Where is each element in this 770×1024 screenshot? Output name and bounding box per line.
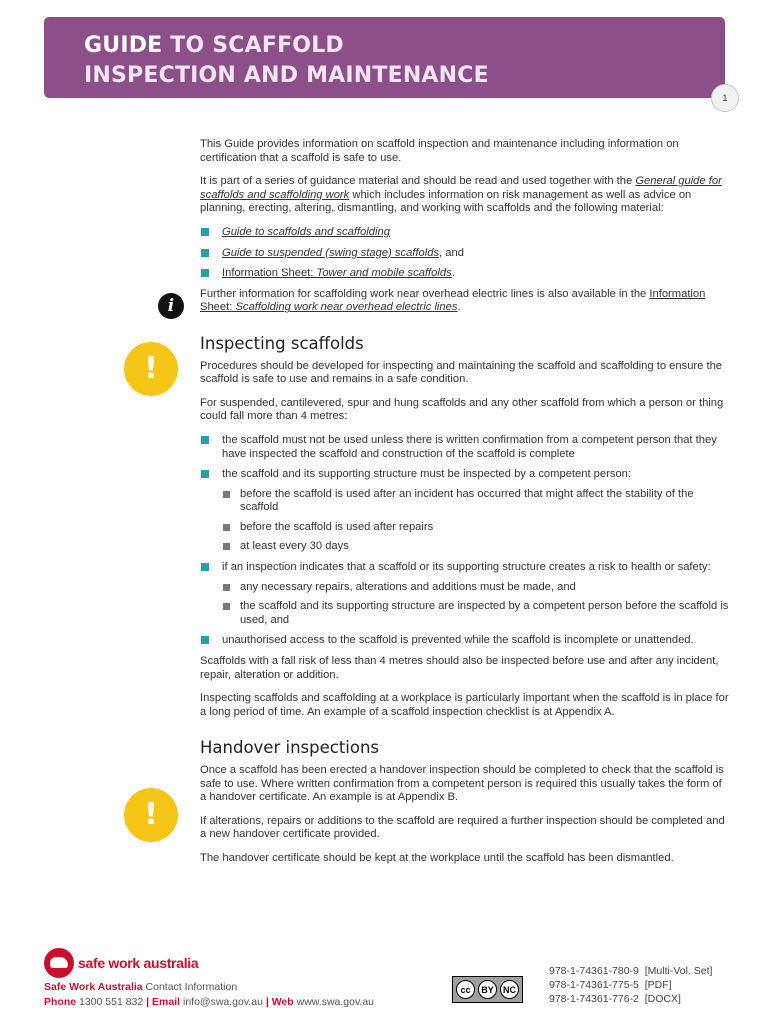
list-item	[200, 226, 730, 240]
nc-icon: NC	[500, 980, 519, 999]
handover-paragraph: The handover certificate should be kept at the workplace until the scaffold has been dismantled.	[200, 851, 674, 864]
general-guide-link[interactable]: General guide for scaffolds and scaffolding work	[200, 175, 722, 201]
web-link[interactable]: www.swa.gov.au	[293, 996, 375, 1008]
handover-paragraph: Once a scaffold has been erected a handover inspection should be completed to check that the scaffold is safe to use. Where written confirmation from a competent person is required this usually takes the form of a handover certificate. An example is at Appendix B.	[200, 764, 724, 804]
creative-commons-badge	[452, 976, 523, 1003]
related-material-list	[200, 226, 730, 281]
handover-paragraph: If alterations, repairs or additions to the scaffold are required a further inspection should be completed and a new handover certificate provided.	[200, 814, 725, 841]
handover-heading: Handover inspections	[200, 738, 380, 758]
guide-scaffolds-link[interactable]: Guide to scaffolds and scaffolding	[222, 225, 390, 238]
further-info-paragraph: Further information for scaffolding work near overhead electric lines is also available in the Information Sheet: Scaffolding work near overhead electric lines.	[200, 287, 706, 314]
intro-paragraph: This Guide provides information on scaffold inspection and maintenance including information on certification that a scaffold is safe to use.	[200, 138, 679, 164]
sub-list-item: before the scaffold is used after repairs	[222, 521, 730, 535]
info-icon: i	[158, 293, 184, 319]
sub-list-item: the scaffold and its supporting structure are inspected by a competent person before the scaffold is used, and	[222, 600, 730, 627]
inspecting-paragraph: Procedures should be developed for inspecting and maintaining the scaffold and scaffolding to ensure the scaffold is safe to use and remains in a safe condition.	[200, 359, 723, 386]
safe-work-australia-logo	[44, 948, 198, 978]
isbn-list: 978-1-74361-780-9 [Multi-Vol. Set] 978-1-74361-775-5 [PDF] 978-1-74361-776-2 [DOCX]	[549, 965, 713, 1005]
list-item: the scaffold and its supporting structure must be inspected by a competent person: before the scaffold is used after an incident has occurred that might affect the stability of the scaffold before the scaffold is used after repairs at least every 30 days	[200, 468, 730, 554]
info-sheet-tower-link[interactable]: Information Sheet: Tower and mobile scaffolds	[222, 267, 452, 280]
main-content	[200, 138, 730, 876]
sub-list-item: before the scaffold is used after an incident has occurred that might affect the stability of the scaffold	[222, 488, 730, 515]
inspection-requirements-list	[200, 434, 730, 648]
inspecting-paragraph: For suspended, cantilevered, spur and hung scaffolds and any other scaffold from which a person or thing could fall more than 4 metres:	[200, 396, 724, 423]
sub-list	[222, 581, 730, 628]
sub-list-item: any necessary repairs, alterations and additions must be made, and	[222, 581, 730, 595]
by-icon: BY	[478, 980, 497, 999]
inspecting-paragraph: Scaffolds with a fall risk of less than 4 metres should also be inspected before use and after any incident, repair, alteration or addition.	[200, 655, 719, 681]
inspecting-heading: Inspecting scaffolds	[200, 333, 364, 353]
email-link[interactable]: info@swa.gov.au	[180, 996, 266, 1008]
page-number: 1	[711, 84, 739, 112]
kangaroo-logo-icon	[44, 948, 74, 978]
title-line-1: GUIDE TO SCAFFOLD	[84, 33, 344, 58]
sub-list	[222, 488, 730, 554]
list-item: Guide to suspended (swing stage) scaffolds, and	[200, 247, 730, 261]
list-item: Information Sheet: Tower and mobile scaffolds.	[200, 267, 730, 281]
guide-suspended-link[interactable]: Guide to suspended (swing stage) scaffolds	[222, 246, 440, 259]
info-sheet-electric-link[interactable]: Information Sheet: Scaffolding work near overhead electric lines	[200, 287, 706, 314]
cc-icon: cc	[456, 980, 475, 999]
warning-icon: !	[124, 342, 178, 396]
list-item: unauthorised access to the scaffold is prevented while the scaffold is incomplete or unattended.	[200, 634, 730, 648]
logo-text: safe work australia	[78, 955, 199, 971]
warning-icon: !	[124, 788, 178, 842]
title-line-2: INSPECTION AND MAINTENANCE	[84, 63, 489, 88]
inspecting-paragraph: Inspecting scaffolds and scaffolding at a workplace is particularly important when the scaffold is in place for a long period of time. An example of a scaffold inspection checklist is at Appendix A.	[200, 692, 729, 718]
list-item: the scaffold must not be used unless there is written confirmation from a competent person that they have inspected the scaffold and construction of the scaffold is complete	[200, 434, 730, 461]
title-banner	[44, 17, 725, 98]
list-item: if an inspection indicates that a scaffold or its supporting structure creates a risk to health or safety: any necessary repairs, alterations and additions must be made, and the scaffold and its supporting structure are inspected by a competent person before the scaffold is used, and	[200, 561, 730, 627]
sub-list-item: at least every 30 days	[222, 540, 730, 554]
intro-paragraph-2: It is part of a series of guidance material and should be read and used together with the General guide for scaffolds and scaffolding work which includes information on risk management as well as advice on planning, erecting, altering, dismantling, and working with scaffolds and the following material:	[200, 175, 722, 215]
contact-info: Safe Work Australia Contact Information Phone 1300 551 832 | Email info@swa.gov.au | Web www.swa.gov.au	[44, 981, 375, 1008]
